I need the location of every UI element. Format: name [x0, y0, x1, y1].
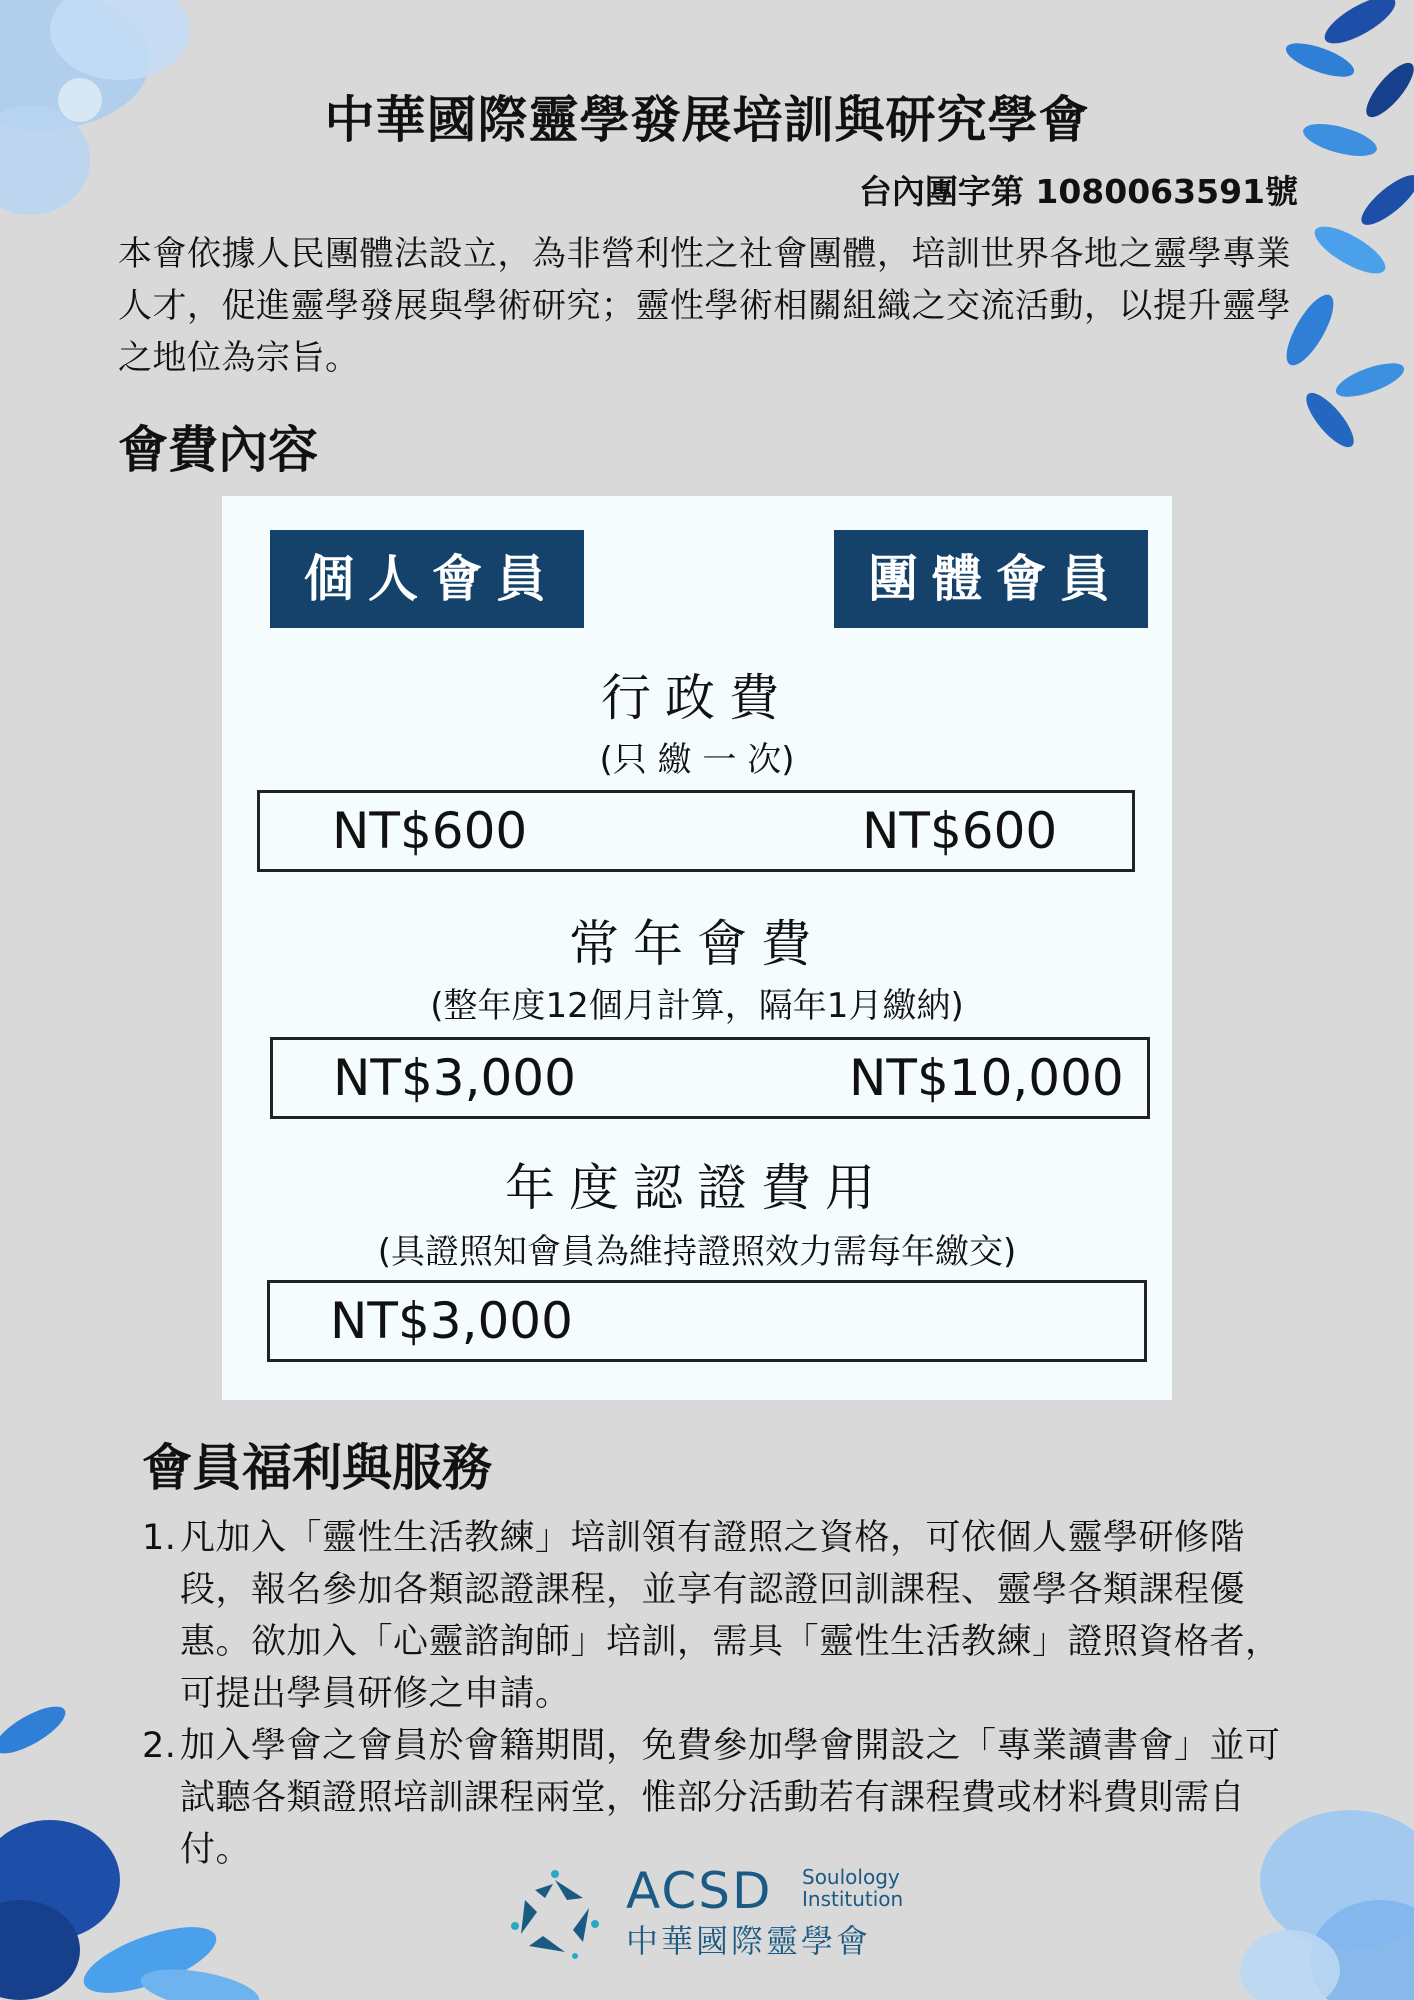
annual-fee-group: NT$10,000 [849, 1049, 1124, 1107]
benefit-number: 2. [142, 1726, 177, 1766]
fee-panel [222, 496, 1172, 1400]
certification-fee-note: (具證照知會員為維持證照效力需每年繳交) [377, 1232, 1017, 1272]
admin-fee-box [257, 790, 1135, 872]
admin-fee-title: 行政費 [601, 669, 793, 727]
logo-subtitle-line2: Institution [802, 1887, 904, 1911]
certification-fee-individual: NT$3,000 [330, 1292, 573, 1350]
annual-fee-note: (整年度12個月計算，隔年1月繳納) [430, 986, 964, 1026]
fees-heading: 會費內容 [118, 421, 318, 479]
organization-title: 中華國際靈學發展培訓與研究學會 [324, 91, 1090, 149]
annual-fee-individual: NT$3,000 [333, 1049, 576, 1107]
logo-subtitle [802, 1866, 903, 1910]
benefit-item [142, 1720, 1302, 1876]
acsd-logo-icon [505, 1870, 605, 1960]
logo-acsd-text: ACSD [626, 1862, 773, 1920]
benefit-number: 1. [142, 1518, 177, 1558]
admin-fee-group: NT$600 [862, 802, 1058, 860]
annual-fee-box [270, 1037, 1150, 1119]
benefit-text: 加入學會之會員於會籍期間，免費參加學會開設之「專業讀書會」並可試聽各類證照培訓課程兩堂，惟部分活動若有課程費或材料費則需自付。 [180, 1726, 1281, 1870]
certification-fee-title: 年度認證費用 [505, 1159, 889, 1217]
benefit-text: 凡加入「靈性生活教練」培訓領有證照之資格，可依個人靈學研修階 段，報名參加各類認證課程，並享有認證回訓課程、靈學各類課程優惠。欲加入「心靈諮詢師」培訓，需具「靈性生活教練」證照資格者，可提出學員研修之申請。 [180, 1518, 1281, 1714]
certification-fee-box [267, 1280, 1147, 1362]
benefit-item [142, 1512, 1302, 1720]
benefits-list [142, 1512, 1302, 1876]
admin-fee-note: (只 繳 一 次) [599, 740, 795, 780]
logo-chinese-name: 中華國際靈學會 [626, 1922, 872, 1960]
admin-fee-individual: NT$600 [332, 802, 528, 860]
tier-individual: 個人會員 [270, 530, 584, 628]
benefits-heading: 會員福利與服務 [142, 1439, 492, 1497]
logo-subtitle-line1: Soulology [802, 1865, 900, 1889]
registration-number: 台內團字第 1080063591號 [858, 172, 1298, 211]
tier-group: 團體會員 [834, 530, 1148, 628]
intro-paragraph: 本會依據人民團體法設立，為非營利性之社會團體，培訓世界各地之靈學專業人才，促進靈學發展與學術研究；靈性學術相關組織之交流活動，以提升靈學之地位為宗旨。 [118, 234, 1291, 378]
annual-fee-title: 常年會費 [569, 915, 825, 973]
